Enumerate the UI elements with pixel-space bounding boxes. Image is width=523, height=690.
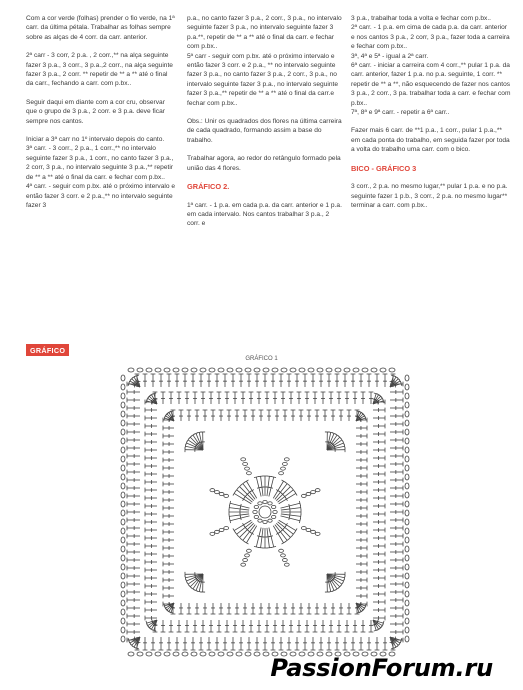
instructions-column-1 xyxy=(26,14,176,219)
watermark-logo: PassionForum.ru xyxy=(270,654,493,682)
col1-paragraph: 2ª carr - 3 corr, 2 p.a. , 2 corr.,** na alça seguinte fazer 3 p.a., 3 corr., 3 p.a.,2 corr., na alça seguinte fazer 3 p.a., 2 corr. ** repetir de ** a ** até o final da carr., fechando a carr. com p.bx.. xyxy=(26,52,173,88)
col2-paragraph: p.a., no canto fazer 3 p.a., 2 corr., 3 p.a., no intervalo seguinte fazer 3 p.a., no intervalo seguinte fazer 3 p.a.**, repetir de ** a ** até o final da carr. e fechar com p.bx.. 5ª carr - seguir com p.bx. até o próximo intervalo e então fazer 3 corr. e 2 p.a., ** no intervalo seguinte fazer 3 p.a., no canto fazer 3 p.a., 2 corr., 3 p.a., no intervalo seguinte fazer 3 p.a., no intervalo seguinte fazer 3 p.a.,** repetir de ** a ** até o final da carr.e fechar com p.bx.. xyxy=(187,15,342,107)
grafico-2-text: 1ª carr. - 1 p.a. em cada p.a. da carr. anterior e 1 p.a. em cada intervalo. Nos cantos trabalhar 3 p.a., 2 corr. e xyxy=(187,201,342,228)
crochet-square-diagram xyxy=(115,362,415,662)
col1-paragraph: Seguir daqui em diante com a cor cru, observar que o grupo de 3 p.a., 2 corr. e 3 p.a. deve ficar sempre nos cantos. xyxy=(26,98,165,125)
grafico-2-heading: GRÁFICO 2. xyxy=(187,182,230,192)
col3-paragraph: 3 p.a., trabalhar toda a volta e fechar com p.bx.. 2ª carr. - 1 p.a. em cima de cada p.a. da carr. anterior e nos cantos 3 p.a., 2 corr, 3 p.a., fazer toda a carreira e fechar com p.bx.. 3ª, 4ª e 5ª - igual a 2ª carr. 6ª carr. - iniciar a carreira com 4 corr.,** pular 1 p.a. da carr. anterior, fazer 1 p.a. no p.a. seguinte, 1 corr. ** repetir de ** a **, não esquecendo de fazer nos cantos 3 p.a., 2 corr., 3 pa. trabalhar toda a carr. e fechar com p.bx.. 7ª, 8ª e 9ª carr. - repetir a 6ª carr.. xyxy=(351,15,511,117)
column-2-paragraphs xyxy=(187,14,342,173)
column-3-paragraphs xyxy=(351,14,511,155)
col1-paragraph: Com a cor verde (folhas) prender o fio verde, na 1ª carr. da última pétala. Trabalhar as folhas sempre sobre as alças de 4 corr. da carr. anterior. xyxy=(26,15,175,41)
col3-paragraph: Fazer mais 6 carr. de **1 p.a., 1 corr., pular 1 p.a.,** em cada ponta do trabalho, em seguida fazer por toda a volta do trabalho uma carr. com o bico. xyxy=(351,127,510,154)
col2-paragraph: Trabalhar agora, ao redor do retângulo formado pela união das 4 flores. xyxy=(187,155,341,172)
bico-heading: BICO - GRÁFICO 3 xyxy=(351,163,417,173)
grafico-badge: GRÁFICO xyxy=(26,344,69,356)
col1-paragraph: Iniciar a 3ª carr no 1º intervalo depois do canto. 3ª carr. - 3 corr., 2 p.a., 1 corr.,** no intervalo seguinte fazer 3 p.a., 1 corr., no canto fazer 3 p.a., 2 corr, 3 p.a., no intervalo seguinte 3 p.a.,** repetir de ** a ** até o final da carr. e fechar com p.bx.. 4ª carr. - seguir com p.bx. até o próximo intervalo e então fazer 3 corr. e 2 p.a.,** no intervalo seguinte fazer 3 xyxy=(26,136,176,209)
chart-caption: GRÁFICO 1 xyxy=(245,356,278,362)
bico-text: 3 corr., 2 p.a. no mesmo lugar,** pular 1 p.a. e no p.a. seguinte fazer 1 p.b., 3 corr., 2 p.a. no mesmo lugar** terminar a carr. com p.bx.. xyxy=(351,183,508,209)
instructions-column-2 xyxy=(187,14,342,238)
col2-paragraph: Obs.: Unir os quadrados dos flores na última carreira de cada quadrado, formando assim a base do trabalho. xyxy=(187,118,342,144)
instructions-column-3 xyxy=(351,14,511,219)
